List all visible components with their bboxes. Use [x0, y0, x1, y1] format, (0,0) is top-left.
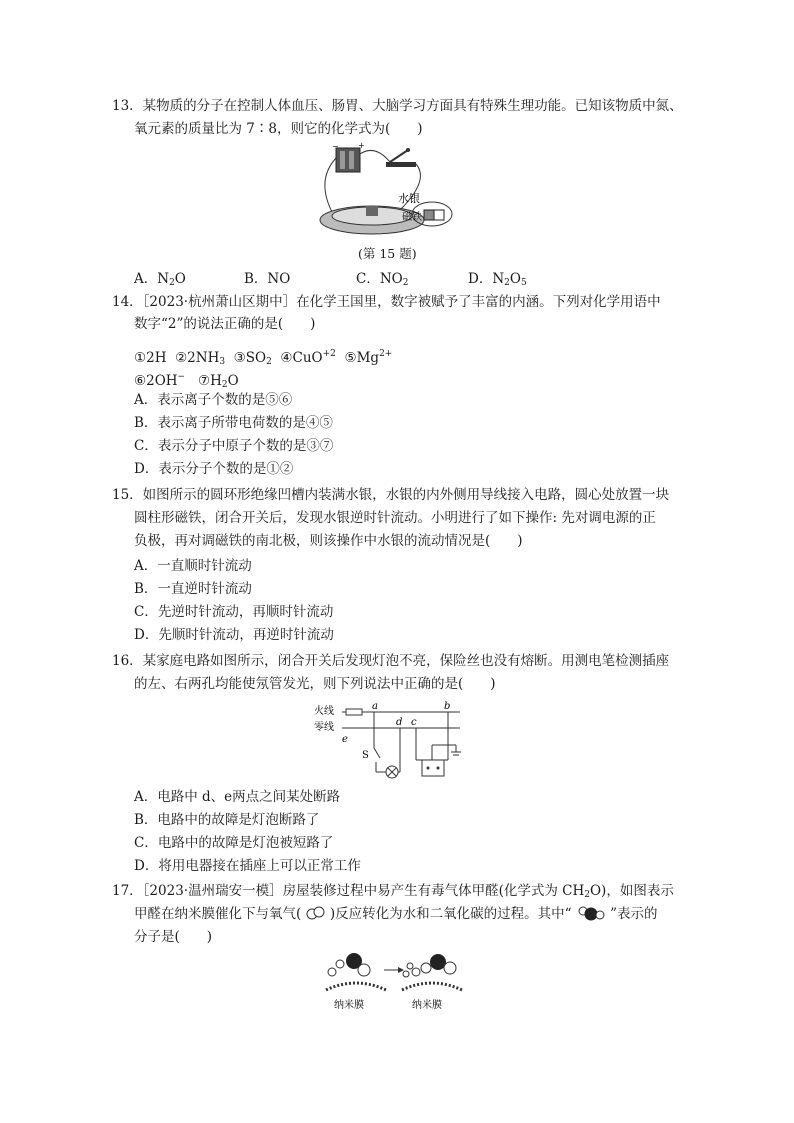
q17-line2: 甲醛在纳米膜催化下与氧气( )反应转化为水和二氧化碳的过程。其中“ ”表示的 — [134, 906, 658, 922]
q13-option-b[interactable]: B．NO — [244, 271, 291, 287]
q13-line1: 13．某物质的分子在控制人体血压、肠胃、大脑学习方面具有特殊生理功能。已知该物质中氮、 — [112, 98, 683, 114]
q15-option-b[interactable]: B．一直逆时针流动 — [134, 581, 252, 597]
nano-film-right — [402, 983, 462, 990]
svg-text:e: e — [342, 734, 348, 745]
q16-option-c[interactable]: C．电路中的故障是灯泡被短路了 — [134, 835, 334, 851]
socket-icon — [422, 760, 444, 776]
q16-option-a[interactable]: A．电路中 d、e两点之间某处断路 — [134, 789, 341, 805]
q16-option-b[interactable]: B．电路中的故障是灯泡断路了 — [134, 812, 320, 828]
q13-option-c[interactable]: C．$NO_2$ — [356, 271, 409, 288]
q14-items-row1: ①2H $②2NH_3$ $③SO_2$ ④CuO$^{+2}$ $⑤Mg^{2+}$ — [134, 349, 393, 367]
fuse-icon — [346, 709, 362, 715]
svg-text:b: b — [444, 701, 451, 712]
q14-option-d[interactable]: D．表示分子个数的是①② — [134, 461, 294, 477]
battery-icon — [336, 148, 360, 172]
svg-text:+: + — [358, 141, 365, 150]
q17-line1: 17．［2023·温州瑞安一模］房屋装修过程中易产生有毒气体甲醛(化学式为 $CH_2O$)，如图表示 — [112, 883, 674, 900]
svg-text:a: a — [372, 701, 378, 712]
svg-text:纳米膜: 纳米膜 — [334, 1000, 364, 1011]
q14-items-row2: ⑥2OH− $⑦H_2O$ — [134, 372, 239, 390]
figure-caption: (第 15 题) — [358, 246, 417, 261]
q14-option-c[interactable]: C．表示分子中原子个数的是③⑦ — [134, 438, 334, 454]
svg-text:d: d — [396, 717, 403, 728]
q15-option-c[interactable]: C．先逆时针流动，再顺时针流动 — [134, 604, 334, 620]
q17-line3: 分子是( ) — [134, 929, 213, 945]
switch-icon — [386, 162, 416, 167]
q14-option-a[interactable]: A．表示离子个数的是⑤⑥ — [134, 392, 293, 408]
label-neutral-wire: 零线 — [314, 722, 334, 733]
q15-ring-figure — [310, 140, 470, 240]
q13-option-d[interactable]: D．$N_2O_5$ — [468, 271, 527, 288]
co2-molecule-icon — [576, 905, 606, 921]
label-mercury: 水银 — [398, 192, 420, 205]
q16-circuit-figure — [310, 700, 470, 782]
svg-text:c: c — [411, 717, 417, 728]
svg-text:S: S — [362, 750, 369, 761]
q13-line2: 氧元素的质量比为 7∶8，则它的化学式为( ) — [134, 121, 423, 137]
q13-option-a[interactable]: A．$N_2O$ — [134, 271, 186, 288]
svg-text:−: − — [332, 142, 339, 151]
q17-reaction-figure — [318, 950, 468, 1014]
nano-film-left — [326, 983, 386, 990]
q15-line1: 15．如图所示的圆环形绝缘凹槽内装满水银，水银的内外侧用导线接入电路，圆心处放置一块 — [112, 487, 670, 503]
oxygen-molecule-icon — [306, 906, 326, 920]
q15-line2: 圆柱形磁铁，闭合开关后，发现水银逆时针流动。小明进行了如下操作: 先对调电源的正 — [134, 510, 656, 526]
label-live-wire: 火线 — [314, 706, 334, 717]
q14-option-b[interactable]: B．表示离子所带电荷数的是④⑤ — [134, 415, 333, 431]
q15-line3: 负极，再对调磁铁的南北极，则该操作中水银的流动情况是( ) — [134, 533, 523, 549]
q16-line1: 16．某家庭电路如图所示，闭合开关后发现灯泡不亮，保险丝也没有熔断。用测电笔检测插座 — [112, 653, 670, 669]
q15-option-a[interactable]: A．一直顺时针流动 — [134, 558, 252, 574]
label-magnet: 磁铁 — [402, 212, 422, 223]
q14-line2: 数字“2”的说法正确的是( ) — [134, 316, 316, 332]
q16-line2: 的左、右两孔均能使氖管发光，则下列说法中正确的是( ) — [134, 676, 496, 692]
q14-line1: 14．［2023·杭州萧山区期中］在化学王国里，数字被赋予了丰富的内涵。下列对化学用语中 — [112, 294, 661, 310]
q15-option-d[interactable]: D．先顺时针流动，再逆时针流动 — [134, 627, 334, 643]
q16-option-d[interactable]: D．将用电器接在插座上可以正常工作 — [134, 858, 361, 874]
svg-text:纳米膜: 纳米膜 — [412, 1000, 442, 1011]
